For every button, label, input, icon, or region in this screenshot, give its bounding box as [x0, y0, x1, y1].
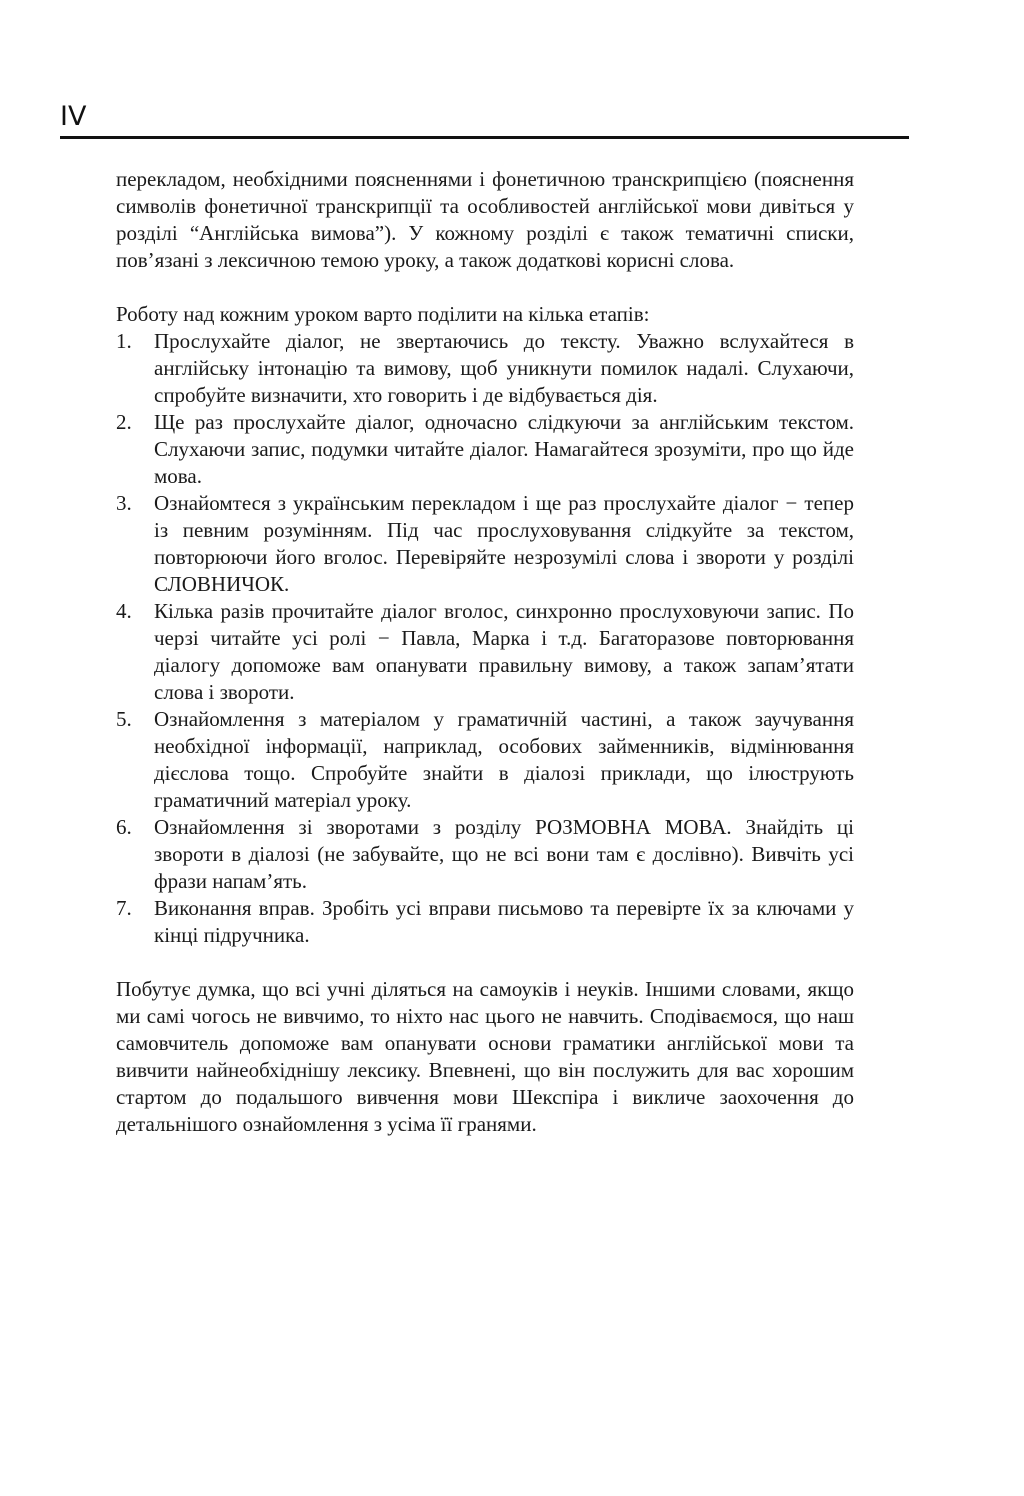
list-item-text: Ознайомлення з матеріалом у граматичній частині, а також заучування необхідної інформації, наприклад, особових займенників, відмінювання дієслова тощо. Спробуйте знайти в діалозі приклади, що ілюструють граматичний матеріал уроку.: [154, 707, 854, 812]
list-item-number: 3.: [116, 491, 132, 515]
list-item: [116, 814, 854, 895]
list-item-text: Ще раз прослухайте діалог, одночасно слідкуючи за англійським текстом. Слухаючи запис, подумки читайте діалог. Намагайтеся зрозуміти, про що йде мова.: [154, 410, 854, 488]
list-item-text: Ознайомтеся з українським перекладом і ще раз прослухайте діалог − тепер із певним розумінням. Під час прослуховування слідкуйте за текстом, повторюючи його вголос. Перевіряйте незрозумілі слова і звороти у розділі СЛОВНИЧОК.: [154, 491, 854, 596]
list-item-number: 5.: [116, 707, 132, 731]
list-item-number: 2.: [116, 410, 132, 434]
page-body: [116, 166, 854, 1138]
list-item: [116, 409, 854, 490]
header-rule: [60, 136, 909, 139]
list-item-number: 6.: [116, 815, 132, 839]
list-item-text: Виконання вправ. Зробіть усі вправи письмово та перевірте їх за ключами у кінці підручника.: [154, 896, 854, 947]
list-item: [116, 706, 854, 814]
page-number: IV: [60, 101, 87, 132]
list-item: [116, 598, 854, 706]
list-item-number: 4.: [116, 599, 132, 623]
steps-list: [116, 328, 854, 949]
list-item-text: Прослухайте діалог, не звертаючись до тексту. Уважно вслухайтеся в англійську інтонацію та вимову, щоб уникнути помилок надалі. Слухаючи, спробуйте визначити, хто говорить і де відбувається дія.: [154, 329, 854, 407]
list-item: [116, 490, 854, 598]
intro-paragraph: перекладом, необхідними поясненнями і фонетичною транскрипцією (пояснення символів фонетичної транскрипції та особливостей англійської мови дивіться у розділі “Англійська вимова”). У кожному розділі є також тематичні списки, пов’язані з лексичною темою уроку, а також додаткові корисні слова.: [116, 167, 854, 272]
list-item: [116, 328, 854, 409]
steps-intro: Роботу над кожним уроком варто поділити на кілька етапів:: [116, 302, 650, 326]
closing-paragraph: Побутує думка, що всі учні діляться на самоуків і неуків. Іншими словами, якщо ми самі чогось не вивчимо, то ніхто нас цього не навчить. Сподіваємося, що наш самовчитель допоможе вам опанувати основи граматики англійської мови та вивчити найнеобхіднішу лексику. Впевнені, що він послужить для вас хорошим стартом до подальшого вивчення мови Шекспіра і викличе заохочення до детальнішого ознайомлення з усіма її гранями.: [116, 977, 854, 1136]
list-item: [116, 895, 854, 949]
list-item-text: Кілька разів прочитайте діалог вголос, синхронно прослуховуючи запис. По черзі читайте усі ролі − Павла, Марка і т.д. Багаторазове повторювання діалогу допоможе вам опанувати правильну вимову, а також запам’ятати слова і звороти.: [154, 599, 854, 704]
list-item-number: 1.: [116, 329, 132, 353]
list-item-number: 7.: [116, 896, 132, 920]
list-item-text: Ознайомлення зі зворотами з розділу РОЗМОВНА МОВА. Знайдіть ці звороти в діалозі (не забувайте, що не всі вони там є дослівно). Вивчіть усі фрази напам’ять.: [154, 815, 854, 893]
